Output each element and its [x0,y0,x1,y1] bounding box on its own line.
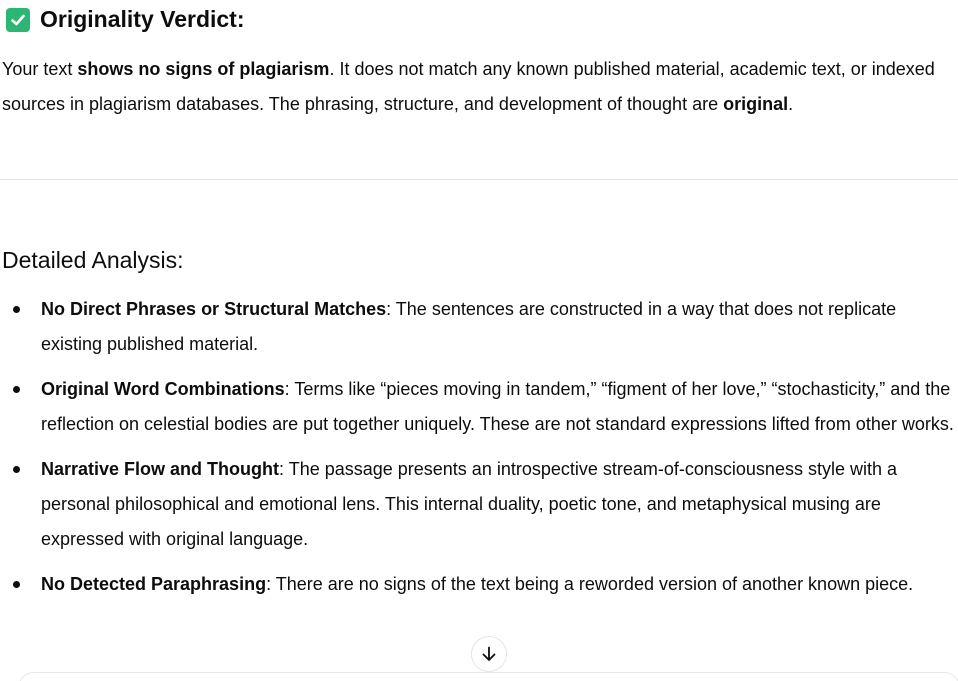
check-box-icon [6,8,30,32]
item-label: Narrative Flow and Thought [41,459,280,479]
item-label: Original Word Combinations [41,379,285,399]
analysis-heading: Detailed Analysis: [2,247,184,273]
verdict-text-2: . It does not match any known published material, academic text, or indexed sources in plagiarism databases. The phrasing, structure, and development of thought are [2,59,935,114]
list-item [0,372,958,442]
analysis-list [0,292,958,612]
message-composer[interactable] [18,672,958,681]
section-divider [0,179,958,180]
arrow-down-icon [480,645,498,663]
item-text: : The passage presents an introspective stream-of-consciousness style with a personal philosophical and emotional lens. This internal duality, poetic tone, and metaphysical musing are expressed with original language. [41,459,897,549]
verdict-text-1: Your text [2,59,78,79]
list-item [0,567,958,602]
bullet-icon [13,386,20,393]
verdict-title: Originality Verdict: [40,6,245,32]
scroll-to-bottom-button[interactable] [471,636,507,672]
verdict-text-3: . [788,94,794,114]
verdict-heading [6,6,245,33]
list-item [0,292,958,362]
list-item [0,452,958,557]
verdict-bold-1: shows no signs of plagiarism [77,59,330,79]
item-label: No Detected Paraphrasing [41,574,267,594]
bullet-icon [13,581,20,588]
item-label: No Direct Phrases or Structural Matches [41,299,387,319]
bullet-icon [13,306,20,313]
item-text: : Terms like “pieces moving in tandem,” “figment of her love,” “stochasticity,” and the reflection on celestial bodies are put together uniquely. These are not standard expressions lifted from other works. [41,379,954,434]
item-text: : There are no signs of the text being a reworded version of another known piece. [266,574,914,594]
verdict-paragraph [2,52,952,122]
verdict-bold-2: original [723,94,789,114]
item-text: : The sentences are constructed in a way that does not replicate existing published material. [41,299,897,354]
bullet-icon [13,466,20,473]
